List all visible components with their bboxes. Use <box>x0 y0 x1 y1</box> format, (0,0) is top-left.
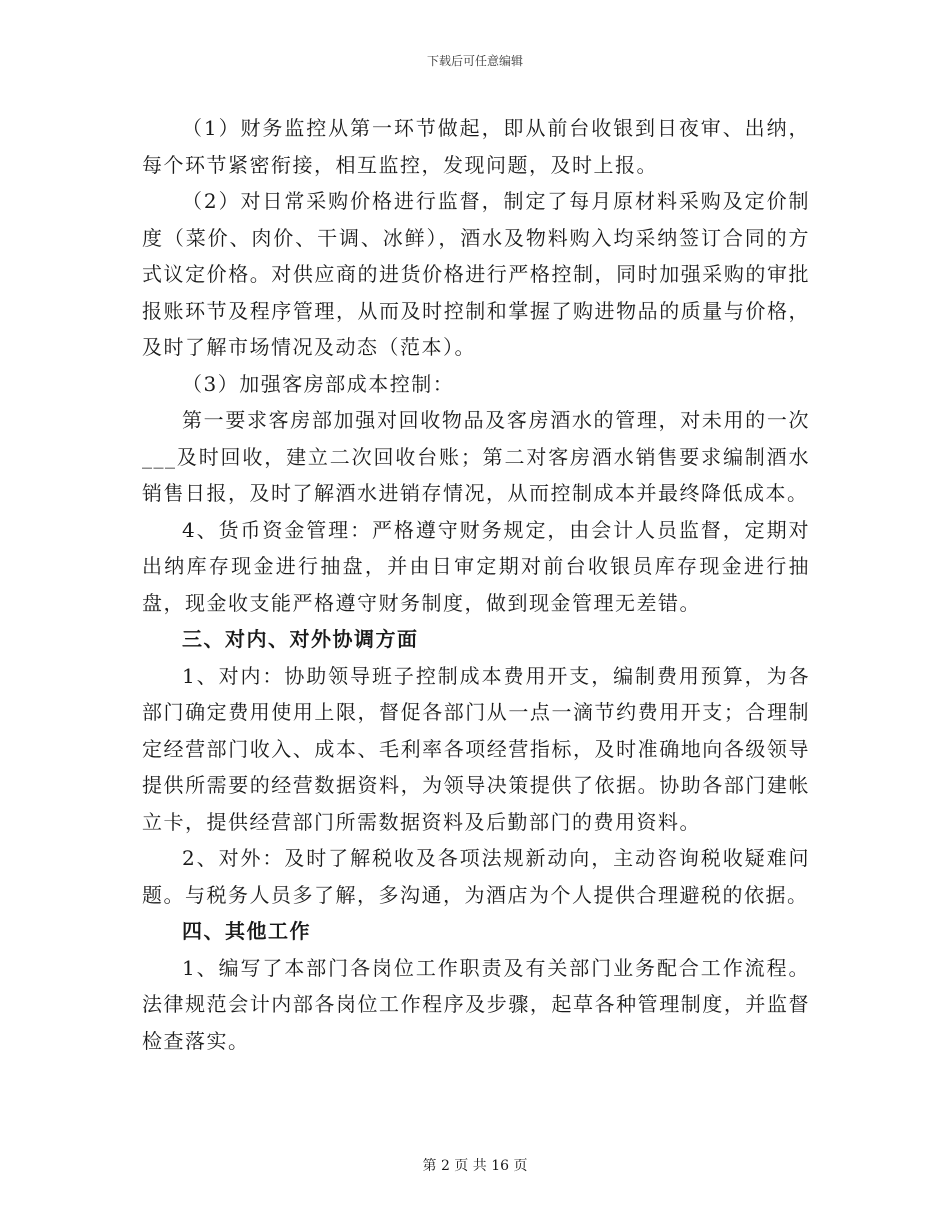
paragraph-purchase-price: （2）对日常采购价格进行监督，制定了每月原材料采购及定价制度（菜价、肉价、干调、冰鲜），酒水及物料购入均采纳签订合同的方式议定价格。对供应商的进货价格进行严格控制，同时加强采购的审批报账环节及程序管理，从而及时控制和掌握了购进物品的质量与价格，及时了解市场情况及动态（范本）。 <box>142 189 810 359</box>
page-header: 下载后可任意编辑 <box>426 54 523 68</box>
section-heading-other-work: 四、其他工作 <box>182 919 311 943</box>
paragraph-finance-monitoring: （1）财务监控从第一环节做起，即从前台收银到日夜审、出纳，每个环节紧密衔接，相互监控，发现问题，及时上报。 <box>142 116 810 177</box>
page-footer: 第 2 页 共 16 页 <box>422 1158 528 1174</box>
paragraph-internal: 1、对内：协助领导班子控制成本费用开支，编制费用预算，为各部门确定费用使用上限，督促各部门从一点一滴节约费用开支；合理制定经营部门收入、成本、毛利率各项经营指标，及时准确地向各级领导提供所需要的经营数据资料，为领导决策提供了依据。协助各部门建帐立卡，提供经营部门所需数据资料及后勤部门的费用资料。 <box>142 663 810 834</box>
paragraph-job-duties: 1、编写了本部门各岗位工作职责及有关部门业务配合工作流程。法律规范会计内部各岗位工作程序及步骤，起草各种管理制度，并监督检查落实。 <box>142 955 810 1053</box>
paragraph-external: 2、对外：及时了解税收及各项法规新动向，主动咨询税收疑难问题。与税务人员多了解，多沟通，为酒店为个人提供合理避税的依据。 <box>142 846 810 907</box>
paragraph-room-cost-title: （3）加强客房部成本控制： <box>182 371 455 396</box>
document-body <box>142 110 810 1059</box>
paragraph-cash-management: 4、货币资金管理：严格遵守财务规定，由会计人员监督，定期对出纳库存现金进行抽盘，并由日审定期对前台收银员库存现金进行抽盘，现金收支能严格遵守财务制度，做到现金管理无差错。 <box>142 517 810 615</box>
section-heading-coordination: 三、对内、对外协调方面 <box>182 627 419 651</box>
paragraph-room-cost-detail: 第一要求客房部加强对回收物品及客房酒水的管理，对未用的一次___及时回收，建立二次回收台账；第二对客房酒水销售要求编制酒水销售日报，及时了解酒水进销存情况，从而控制成本并最终降低成本。 <box>142 408 810 505</box>
